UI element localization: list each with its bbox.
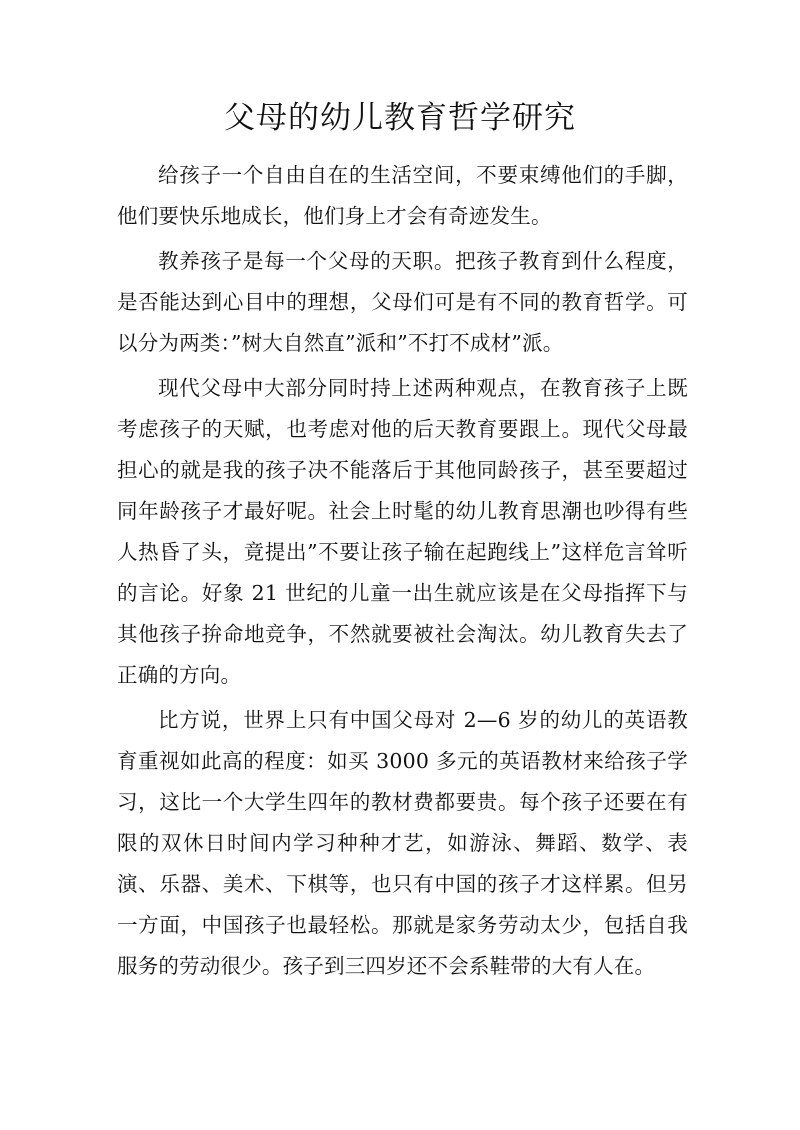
document-title: 父母的幼儿教育哲学研究 xyxy=(224,100,576,136)
document-body xyxy=(117,155,688,991)
paragraph-1: 给孩子一个自由自在的生活空间，不要束缚他们的手脚，他们要快乐地成长，他们身上才会有奇迹发生。 xyxy=(117,163,688,228)
paragraph-3: 现代父母中大部分同时持上述两种观点，在教育孩子上既考虑孩子的天赋，也考虑对他的后天教育要跟上。现代父母最担心的就是我的孩子决不能落后于其他同龄孩子，甚至要超过同年龄孩子才最好呢。社会上时髦的幼儿教育思潮也吵得有些人热昏了头，竟提出”不要让孩子输在起跑线上”这样危言耸听的言论。好象 21 世纪的儿童一出生就应该是在父母指挥下与其他孩子拚命地竞争，不然就要被社会淘汰。幼儿教育失去了正确的方向。 xyxy=(117,376,688,687)
paragraph-2: 教养孩子是每一个父母的天职。把孩子教育到什么程度，是否能达到心目中的理想，父母们可是有不同的教育哲学。可以分为两类：”树大自然直”派和”不打不成材”派。 xyxy=(117,249,688,355)
paragraph-4: 比方说，世界上只有中国父母对 2—6 岁的幼儿的英语教育重视如此高的程度：如买 3000 多元的英语教材来给孩子学习，这比一个大学生四年的教材费都要贵。每个孩子还要在有限的双休日时间内学习种种才艺，如游泳、舞蹈、数学、表演、乐器、美术、下棋等，也只有中国的孩子才这样累。但另一方面，中国孩子也最轻松。那就是家务劳动太少，包括自我服务的劳动很少。孩子到三四岁还不会系鞋带的大有人在。 xyxy=(117,708,688,978)
